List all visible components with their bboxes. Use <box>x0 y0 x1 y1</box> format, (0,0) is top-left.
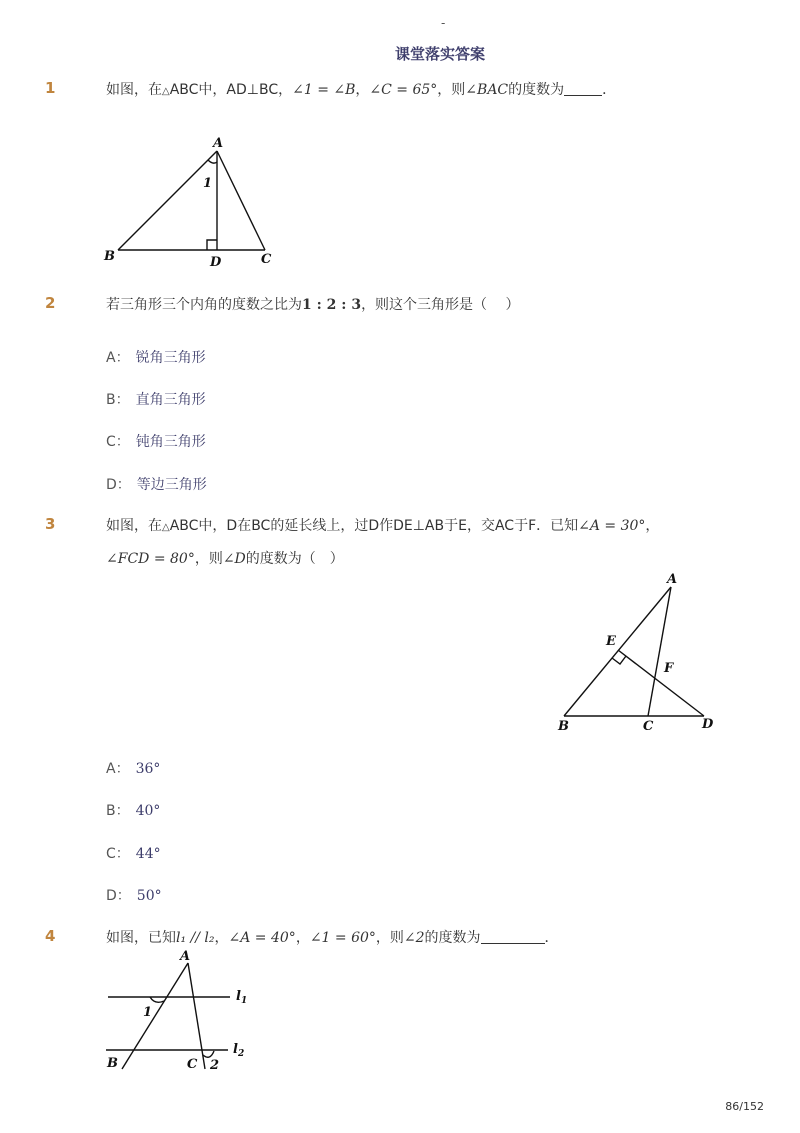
angle-1-arc <box>150 997 164 1002</box>
q4-math: l₁ // l₂ <box>176 930 215 946</box>
option-text: 44° <box>135 846 161 862</box>
q4-math: ∠A = 40° <box>228 930 296 946</box>
q4-math: ∠1 = 60° <box>309 930 376 946</box>
angle-2-arc <box>203 1051 214 1057</box>
option-letter: D： <box>106 477 131 493</box>
option-text: 40° <box>135 803 161 819</box>
label-b: B <box>558 719 569 734</box>
label-a: A <box>213 136 224 151</box>
q3-text-part: 如图，在 <box>106 518 162 534</box>
q4-text-part: 的度数为 <box>424 930 481 946</box>
q4-text-part: ，则 <box>375 930 404 946</box>
label-c: C <box>187 1057 198 1072</box>
label-l2: $l_2$ <box>233 1042 245 1059</box>
label-a: A <box>180 949 191 964</box>
option-text: 锐角三角形 <box>135 350 206 366</box>
q2-option-a[interactable] <box>106 347 206 367</box>
q3-option-c[interactable] <box>106 843 161 863</box>
label-d: D <box>702 717 714 732</box>
q4-text-part: ， <box>295 930 310 946</box>
right-angle-mark <box>207 240 217 250</box>
label-l1-subscript: 1 <box>240 996 248 1006</box>
q1-text-part: ABC中，AD⊥BC， <box>169 82 293 98</box>
segment-ba <box>118 151 217 250</box>
q3-math: ∠FCD = 80° <box>106 551 195 567</box>
label-1: 1 <box>143 1005 153 1020</box>
question-3-text-line2 <box>106 548 344 568</box>
label-l1: $l_1$ <box>236 989 248 1006</box>
header-dash: - <box>441 16 446 30</box>
page-number: 86/152 <box>725 1100 764 1113</box>
q2-option-b[interactable] <box>106 389 206 409</box>
question-4-figure <box>100 945 260 1075</box>
q3-option-a[interactable] <box>106 758 160 778</box>
answer-blank[interactable] <box>564 81 602 96</box>
label-d: D <box>210 255 222 270</box>
segment-ed <box>618 650 704 716</box>
label-angle-1: 1 <box>203 176 213 191</box>
label-e: E <box>606 634 616 649</box>
option-text: 等边三角形 <box>136 477 207 493</box>
segment-ba <box>564 587 671 716</box>
label-a: A <box>667 572 678 587</box>
q3-text-part: ABC中，D在BC的延长线上，过D作DE⊥AB于E，交AC于F．已知 <box>169 518 579 534</box>
right-angle-mark <box>612 656 626 664</box>
option-text: 钝角三角形 <box>135 434 206 450</box>
question-3-number: 3 <box>45 515 56 533</box>
option-letter: D： <box>106 888 131 904</box>
option-text: 36° <box>135 761 161 777</box>
q1-triangle-symbol: △ <box>162 86 170 97</box>
q2-text-part: 若三角形三个内角的度数之比为 <box>106 297 302 313</box>
option-letter: B： <box>106 803 130 819</box>
option-letter: A： <box>106 761 130 777</box>
q1-text-part: 如图，在 <box>106 82 162 98</box>
label-b: B <box>104 249 115 264</box>
q3-text-part: ，则 <box>194 551 223 567</box>
q3-option-b[interactable] <box>106 800 160 820</box>
q1-text-part: ，则 <box>437 82 466 98</box>
q4-text-part: ， <box>214 930 229 946</box>
question-3-text-line1 <box>106 515 659 535</box>
segment-ac <box>217 151 265 250</box>
q4-text-part: 如图，已知 <box>106 930 176 946</box>
page-title: 课堂落实答案 <box>394 45 485 63</box>
q3-math: ∠D <box>222 551 246 567</box>
option-letter: A： <box>106 350 130 366</box>
option-letter: C： <box>106 434 130 450</box>
q1-text-part: ， <box>355 82 370 98</box>
answer-blank[interactable] <box>481 929 545 944</box>
q2-text-part: ，则这个三角形是（ ） <box>361 297 520 313</box>
segment-ac <box>648 587 671 716</box>
label-c: C <box>643 719 654 734</box>
angle-1-arc <box>208 160 217 163</box>
q1-tail: ． <box>602 82 617 98</box>
label-2: 2 <box>210 1058 220 1073</box>
question-2-text <box>106 294 520 314</box>
question-4-number: 4 <box>45 927 56 945</box>
question-3-figure <box>550 568 730 738</box>
question-1-figure <box>100 130 290 275</box>
q1-text-part: 的度数为 <box>508 82 565 98</box>
question-1-number: 1 <box>45 79 56 97</box>
q2-option-c[interactable] <box>106 431 206 451</box>
q3-text-part: ， <box>645 518 660 534</box>
q2-ratio: 1 : 2 : 3 <box>302 297 362 313</box>
q3-math: ∠A = 30° <box>578 518 646 534</box>
option-text: 直角三角形 <box>135 392 206 408</box>
question-1-text <box>106 79 616 99</box>
q4-tail: ． <box>544 930 559 946</box>
option-text: 50° <box>136 888 162 904</box>
q2-option-d[interactable] <box>106 474 207 494</box>
question-2-number: 2 <box>45 294 56 312</box>
label-c: C <box>261 252 272 267</box>
q3-triangle-symbol: △ <box>162 522 170 533</box>
label-b: B <box>107 1056 118 1071</box>
label-f: F <box>664 661 674 676</box>
question-4-text <box>106 927 559 947</box>
q3-text-part: 的度数为（ ） <box>245 551 344 567</box>
line-ab <box>122 963 188 1069</box>
q1-math: ∠1 = ∠B <box>292 82 356 98</box>
q1-math: ∠C = 65° <box>369 82 438 98</box>
q1-math: ∠BAC <box>465 82 509 98</box>
line-ac <box>188 963 205 1069</box>
option-letter: B： <box>106 392 130 408</box>
q4-math: ∠2 <box>403 930 425 946</box>
q3-option-d[interactable] <box>106 885 162 905</box>
option-letter: C： <box>106 846 130 862</box>
label-l2-subscript: 2 <box>237 1049 245 1059</box>
